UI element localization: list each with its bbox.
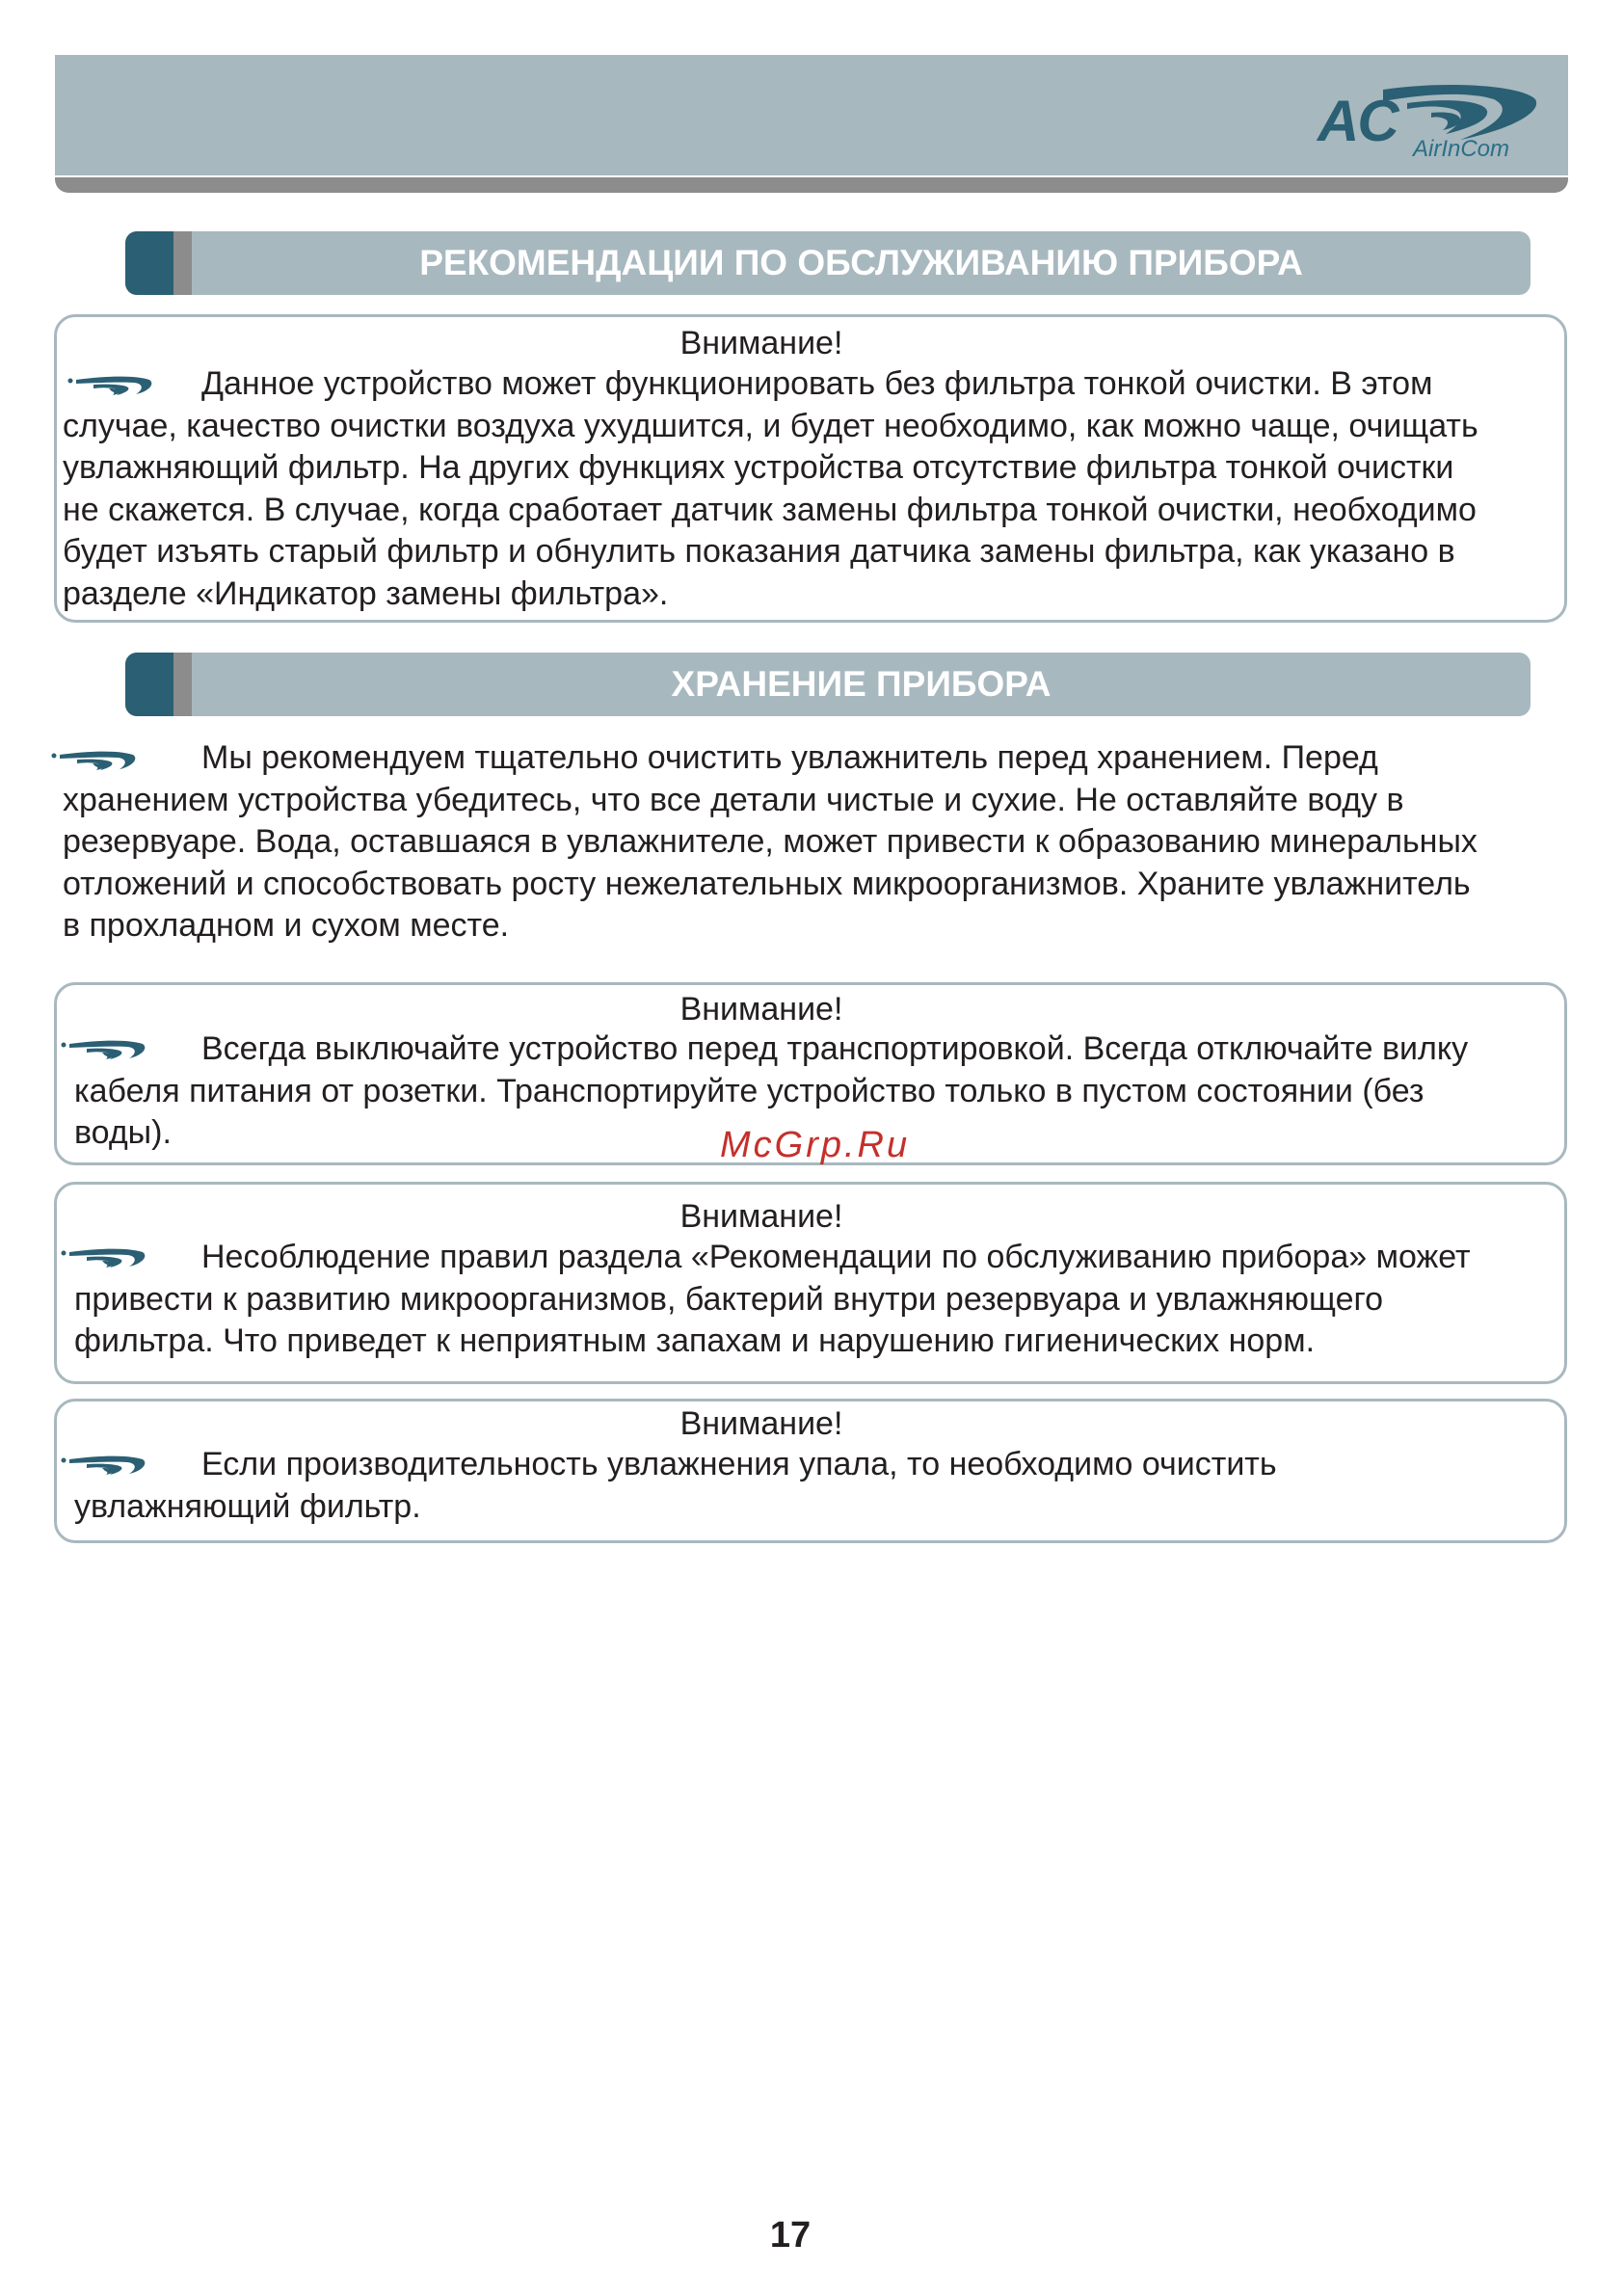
notice-heading: Внимание! xyxy=(679,1405,843,1442)
section-title: ХРАНЕНИЕ ПРИБОРА xyxy=(671,664,1052,704)
notice-line: будет изъять старый фильтр и обнулить показания датчика замены фильтра, как указано в xyxy=(63,533,1455,570)
storage-line: резервуаре. Вода, оставшаяся в увлажнителе, может привести к образованию минеральных xyxy=(63,823,1478,860)
section-tab-dark xyxy=(125,231,173,295)
notice-box-hygiene xyxy=(54,1182,1567,1384)
notice-line: разделе «Индикатор замены фильтра». xyxy=(63,574,669,612)
notice-box-filter xyxy=(54,314,1567,623)
notice-line: Данное устройство может функционировать без фильтра тонкой очистки. В этом xyxy=(201,365,1433,402)
section-title: РЕКОМЕНДАЦИИ ПО ОБСЛУЖИВАНИЮ ПРИБОРА xyxy=(419,243,1303,282)
page-number: 17 xyxy=(769,2215,812,2256)
notice-line: не скажется. В случае, когда сработает датчик замены фильтра тонкой очистки, необходимо xyxy=(63,491,1477,528)
notice-line: фильтра. Что приведет к неприятным запахам и нарушению гигиенических норм. xyxy=(74,1322,1316,1359)
section-header-maintenance xyxy=(125,231,1531,295)
notice-heading: Внимание! xyxy=(679,1198,843,1235)
storage-text xyxy=(63,737,1478,948)
notice-body xyxy=(74,1237,1471,1363)
storage-line: хранением устройства убедитесь, что все детали чистые и сухие. Не оставляйте воду в xyxy=(63,781,1404,818)
notice-body xyxy=(63,363,1478,615)
section-header-storage xyxy=(125,653,1531,716)
storage-line: в прохладном и сухом месте. xyxy=(63,907,510,944)
notice-heading: Внимание! xyxy=(679,991,843,1028)
section-tab-grey xyxy=(173,231,192,295)
notice-line: Несоблюдение правил раздела «Рекомендации по обслуживанию прибора» может xyxy=(201,1239,1471,1275)
notice-line: воды). xyxy=(74,1114,172,1151)
storage-line: отложений и способствовать росту нежелательных микроорганизмов. Храните увлажнитель xyxy=(63,865,1471,902)
notice-line: привести к развитию микроорганизмов, бактерий внутри резервуара и увлажняющего xyxy=(74,1280,1384,1318)
storage-line: Мы рекомендуем тщательно очистить увлажнитель перед хранением. Перед xyxy=(201,739,1378,776)
notice-line: увлажняющий фильтр. На других функциях устройства отсутствие фильтра тонкой очистки xyxy=(63,449,1454,486)
watermark: McGrp.Ru xyxy=(720,1125,911,1165)
notice-line: Всегда выключайте устройство перед транспортировкой. Всегда отключайте вилку xyxy=(201,1030,1469,1067)
notice-heading: Внимание! xyxy=(679,325,843,361)
logo-mark: AC xyxy=(1318,89,1398,153)
airincom-logo xyxy=(1316,82,1547,164)
section-tab-dark xyxy=(125,653,173,716)
notice-box-performance xyxy=(54,1399,1567,1543)
section-tab-grey xyxy=(173,653,192,716)
notice-line: случае, качество очистки воздуха ухудшится, и будет необходимо, как можно чаще, очищать xyxy=(63,407,1478,444)
notice-line: увлажняющий фильтр. xyxy=(74,1487,421,1525)
notice-body xyxy=(74,1444,1277,1528)
notice-line: Если производительность увлажнения упала, то необходимо очистить xyxy=(201,1446,1277,1482)
notice-line: кабеля питания от розетки. Транспортируйте устройство только в пустом состоянии (без xyxy=(74,1072,1424,1109)
header-shadow xyxy=(55,177,1568,193)
logo-text: AirInCom xyxy=(1413,136,1510,162)
